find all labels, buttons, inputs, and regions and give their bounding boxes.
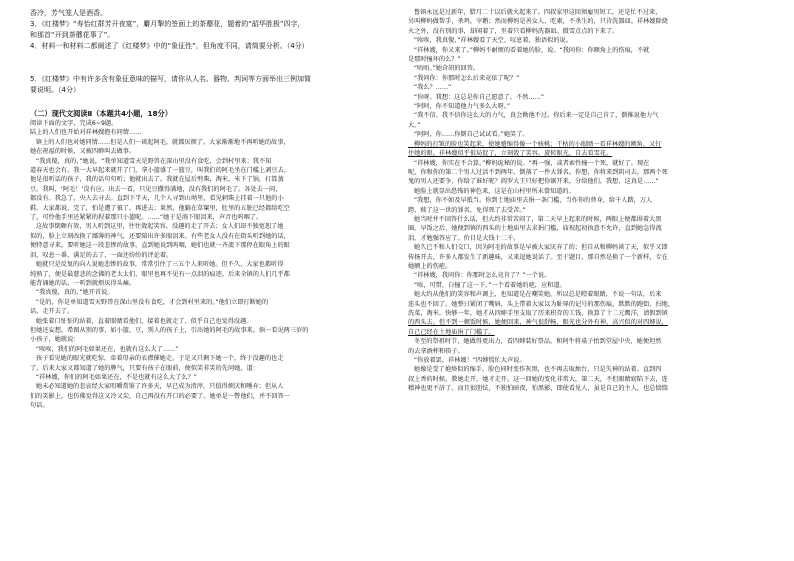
right-line-25: 泪，才勉强答应了。价目是大钱十二千。	[408, 234, 520, 242]
right-line-30: “唉，可惜，白撞了这一下。”一个看着她的疤，应和道。	[408, 281, 566, 289]
right-line-7: “唔唔。”她含胡的回答。	[408, 65, 480, 73]
story-line-10: 这故事倒颇有效，男人听到这里，往往敛起笑容，没趣的走了开去；女人们却不独宽恕了她	[30, 223, 284, 231]
right-line-9: “我么？……”	[408, 84, 452, 92]
right-line-34-underlined: 的西头去。但不到一顿饭时候，她便回来，神气很舒畅，眼光也分外有神，高兴似的对四婶说，	[408, 319, 668, 327]
left-column	[30, 8, 380, 411]
story-line-29: 句话。	[30, 402, 49, 410]
right-line-11: “阿阿，你不知道他力气多么大呀。”	[408, 103, 511, 111]
story-line-22: 小孩子，她就说：	[30, 336, 80, 344]
story-line-4: 道春天也会有。我一大早起来就开了门，拿小篮盛了一篮豆，叫我们的阿毛坐在门槛上剥豆去。	[30, 167, 290, 175]
right-line-29: “祥林嫂，我问你：你那时怎么竟肯了？”一个说。	[408, 272, 551, 280]
story-line-15: 纯熟了，便是最慈悲的念佛的老太太们，眼里也再不见有一点泪的痕迹。后来全镇的人们几乎都	[30, 270, 290, 278]
right-line-39: 她像是受了炮烙似的缩手，脸色同时变作灰黑，也不再去取烛台，只是失神的站着。直到四	[408, 366, 662, 374]
right-line-33: 洗菜，淘米。快够一年，她才从四婶手里支取了历来积存的工钱，换算了十二元鹰洋，请假到镇	[408, 310, 668, 317]
story-line-26: “祥林嫂，你们的阿毛如果还在，不是也就有这么大了么？”	[30, 373, 198, 381]
right-line-32: 连头也不回了。她整日紧闭了嘴唇，头上带着大家以为耻辱的记号的那伤痕，默默的跑街，扫地，	[408, 300, 675, 308]
right-line-18: 呢，你和你的第二个男人过活不到两年，倒落了一件大罪名。你想，你将来到阴司去，那两个死	[408, 168, 668, 176]
right-line-2: 另叫柳妈做帮手，杀鸡，宰鹅；然而柳妈是善女人，吃素，不杀生的，只肯洗器皿。祥林嫂除烧	[408, 18, 668, 26]
right-line-20: 她脸上就显出恐怖的神色来，这是在山村里所未曾知道的。	[408, 187, 575, 195]
section-title: （二）现代文阅读Ⅱ（本题共4小题，18分）	[30, 109, 172, 118]
right-line-6: 是那时撞坏的么？”	[408, 56, 461, 64]
right-line-26: 她久已不和人们交口，因为阿毛的故事是早被大家厌弃了的；但自从和柳妈谈了天，似乎又即	[408, 244, 668, 252]
story-line-0: 陆上的人们也开始对祥林嫂抱有同情……	[30, 129, 142, 137]
right-line-10: “你呀。我想：这总是你自己愿意了，不然……”	[408, 93, 545, 101]
story-line-2: 她在祝福的时候，又被四婶叫去做事。	[30, 148, 136, 156]
right-line-8: “我问你：你那时怎么后来竟依了呢？”	[408, 74, 520, 82]
right-line-13: 大。”	[408, 121, 421, 129]
story-line-25: 了，后来大家又都知道了她的脾气，只要有孩子在眼前，便似笑非笑的先问她，道：	[30, 364, 259, 372]
story-line-18: “是的，你是单知道雪天野兽在深山里没有食吃，才会到村里来的。”他们立即打断她的	[30, 298, 269, 306]
story-line-21: 但她还妄想，希图从别的事，如小篮，豆，别人的孩子上，引出她的阿毛的故事来。倘一看见两三岁的	[30, 326, 309, 334]
question-3-line-2: 和那首“开到荼蘼花事了”。	[30, 31, 115, 39]
story-line-14: 她就只是反复的向人说她悲惨的故事，常常引住了三五个人来听她。但不久，大家也都听得	[30, 261, 284, 269]
story-line-11: 似的，脸上立刻改换了鄙薄的神气，还要陪出许多眼泪来。有些老女人没有在街头听到她的话，	[30, 232, 290, 240]
right-line-31: 她大约从他们的笑容和声调上，也知道是在嘲笑她，所以总是瞪着眼睛，不说一句话，后来	[408, 291, 662, 299]
right-line-41: 精神也更不济了。而且很胆怯，不独怕暗夜，怕黑影，即使看见人，虽是自己的主人，也总惴惴	[408, 385, 668, 393]
right-line-21: “我想，你不如及早抵当。你到土地庙里去捐一条门槛，当作你的替身，给千人踏，万人	[408, 197, 653, 205]
right-line-15-underlined: 柳妈的打皱的脸也笑起来，使她蹙缩得像一个核桃；干枯的小眼睛一看祥林嫂的额角，又钉	[408, 140, 662, 148]
right-line-38: “你放着罢，祥林嫂！”四婶慌忙大声说。	[408, 357, 526, 365]
story-line-3: “我真傻，真的，”她说，“我单知道雪天是野兽在深山里没有食吃，会到村里来；我不知	[30, 157, 272, 165]
right-line-12: “我不信。我不信你这么大的力气，真会拗他不过。你后来一定是自己肯了，倒推说他力气	[408, 112, 659, 120]
story-line-23: “唉唉，我们的阿毛如果还在，也就有这么大了……”	[30, 345, 179, 353]
question-3-line-1: 3．《红楼梦》“寿怡红群芳开夜宴”，麝月掣的签面上的茶蘼花，题着的“韶华胜极”四字，	[30, 20, 305, 28]
right-line-17: “祥林嫂，你实在不合算。”柳妈诡秘的说。“再一强，或者索性撞一个死，就好了。现在	[408, 159, 650, 167]
right-column	[408, 8, 776, 394]
question-5-line-2: 要说明。（4分）	[30, 86, 80, 94]
right-line-1: 鲁镇永远是过新年，腊月二十以后就火起来了。四叔家里这回须雇男短工，还是忙不过来，	[408, 9, 662, 16]
story-line-28: 们的笑影上，也仿佛觉得这又冷又尖，自己再没有开口的必要了。她单是一瞥他们，并不回答一	[30, 392, 290, 400]
story-line-17: “我真傻，真的，”她开首说。	[30, 289, 114, 297]
right-line-36: 冬至的祭祖时节，她做得更出力，看四婶装好祭品，和阿牛将桌子抬到堂屋中央，她便坦然	[408, 338, 662, 346]
story-line-24: 孩子看见她的眼光就吃惊，牵着母亲的衣襟催她走。于是又只剩下她一个，终于没趣的也走	[30, 355, 284, 363]
right-line-14: “阿阿，你……你倒自己试试看。”她笑了。	[408, 131, 529, 139]
question-5-line-1: 5．《红楼梦》中有许多含有象征意味的描写，请你从人名、器物、判词等方面举出三例加简	[30, 75, 311, 83]
story-line-8: 鞋。大家都说，完了，怕是遭了狼了。再进去；果然，他躺在草窠里，肚里的五脏已经都给吃空	[30, 204, 290, 212]
right-line-16-underlined: 住她的眼。祥林嫂似乎很局促了，立刻敛了笑容，旋转眼光，自去看雪花。	[408, 150, 613, 158]
right-line-22: 跨，赎了这一世的罪名，免得死了去受苦。”	[408, 206, 526, 214]
story-line-27: 她未必知道她的悲哀经大家咀嚼赏鉴了许多天，早已成为渣滓，只值得烦厌和唾弃；但从人	[30, 383, 284, 391]
story-line-19: 话，走开去了。	[30, 308, 74, 316]
right-line-3: 火之外，没有别的事，却闲着了，坐着只看柳妈洗器皿。微雪点点的下来了。	[408, 27, 619, 35]
top-line-1: 香冷，芳气笼人是酒香。	[30, 9, 107, 17]
right-line-4: “唉唉，我真傻，”祥林嫂看了天空，叹息着，独语似的说。	[408, 37, 572, 45]
right-line-24: 圈。早饭之后，她便到镇的西头的土地庙里去求捐门槛，庙祝起初执意不允许，直到她急得流	[408, 225, 662, 233]
right-line-19: 鬼的男人还要争，你给了谁好呢？阎罗大王只好把你锯开来，分给他们。我想，这真是……”	[408, 178, 659, 186]
right-line-35-underlined: 自己已经在土地庙捐了门槛了。	[408, 328, 495, 336]
right-line-40: 叔上香的时候，教她走开，她才走开。这一回她的变化非常大，第二天，不但眼睛窈陷下去，连	[408, 375, 668, 383]
story-line-20: 她张着口怔怔的站着，直着眼睛看他们，接着也就走了，似乎自己也觉得没趣。	[30, 317, 253, 325]
right-line-27: 传扬开去，许多人都发生了新趣味，又来逗她说话了。至于题目，那自然是换了一个新样，专在	[408, 253, 668, 261]
right-line-23: 她当时并不回答什么话，但大约非常苦闷了，第二天早上起来的时候，两眼上便都围着大黑	[408, 215, 662, 223]
right-line-37: 的去拿酒杯和筷子。	[408, 347, 464, 355]
story-line-13: 泪，叹息一番，满足的去了，一面还纷纷的评论着。	[30, 251, 173, 259]
story-line-5: 他是很听话的孩子，我的话句句听；他就出去了。我就在屋后劈柴，淘米，米下了锅，打算蒸	[30, 176, 284, 184]
story-line-1: 镇上的人们也对她同情……但是人们一谈起阿毛，就都厌烦了。大家渐渐地不再听她的故事，	[30, 138, 290, 146]
right-line-5: “祥林嫂，你又来了。”柳妈不耐烦的看着她的脸，说。“我问你：你额角上的伤痕，不就	[408, 46, 650, 54]
story-line-9: 了，可怜他手里还紧紧的捏着那只小篮呢。……”她于是淌下眼泪来，声音也呜咽了。	[30, 214, 263, 222]
question-4: 4．材料一和材料二都阐述了《红楼梦》中的“象征性”，但角度不同，请简要分析。（4分）	[30, 42, 309, 50]
story-line-6: 豆。我叫，‘阿毛！’没有应。出去一看，只见豆撒得满地，没有我们的阿毛了。各处去一问，	[30, 185, 282, 193]
story-line-12: 便特意寻来，要听她这一段悲惨的故事。直到她说到呜咽，她们也就一齐流下那停在眼角上的眼	[30, 242, 290, 250]
story-line-7: 都没有。我急了，央人去寻去。直到下半天，几个人寻到山坳里，看见刺柴上挂着一只他的小	[30, 195, 284, 203]
story-line-16: 能背诵她的话，一听到就烦厌得头痛。	[30, 279, 136, 287]
right-line-28: 她额上的伤疤。	[408, 262, 452, 270]
instruction: 阅读下面的文字，完成6~9题。	[30, 120, 118, 127]
